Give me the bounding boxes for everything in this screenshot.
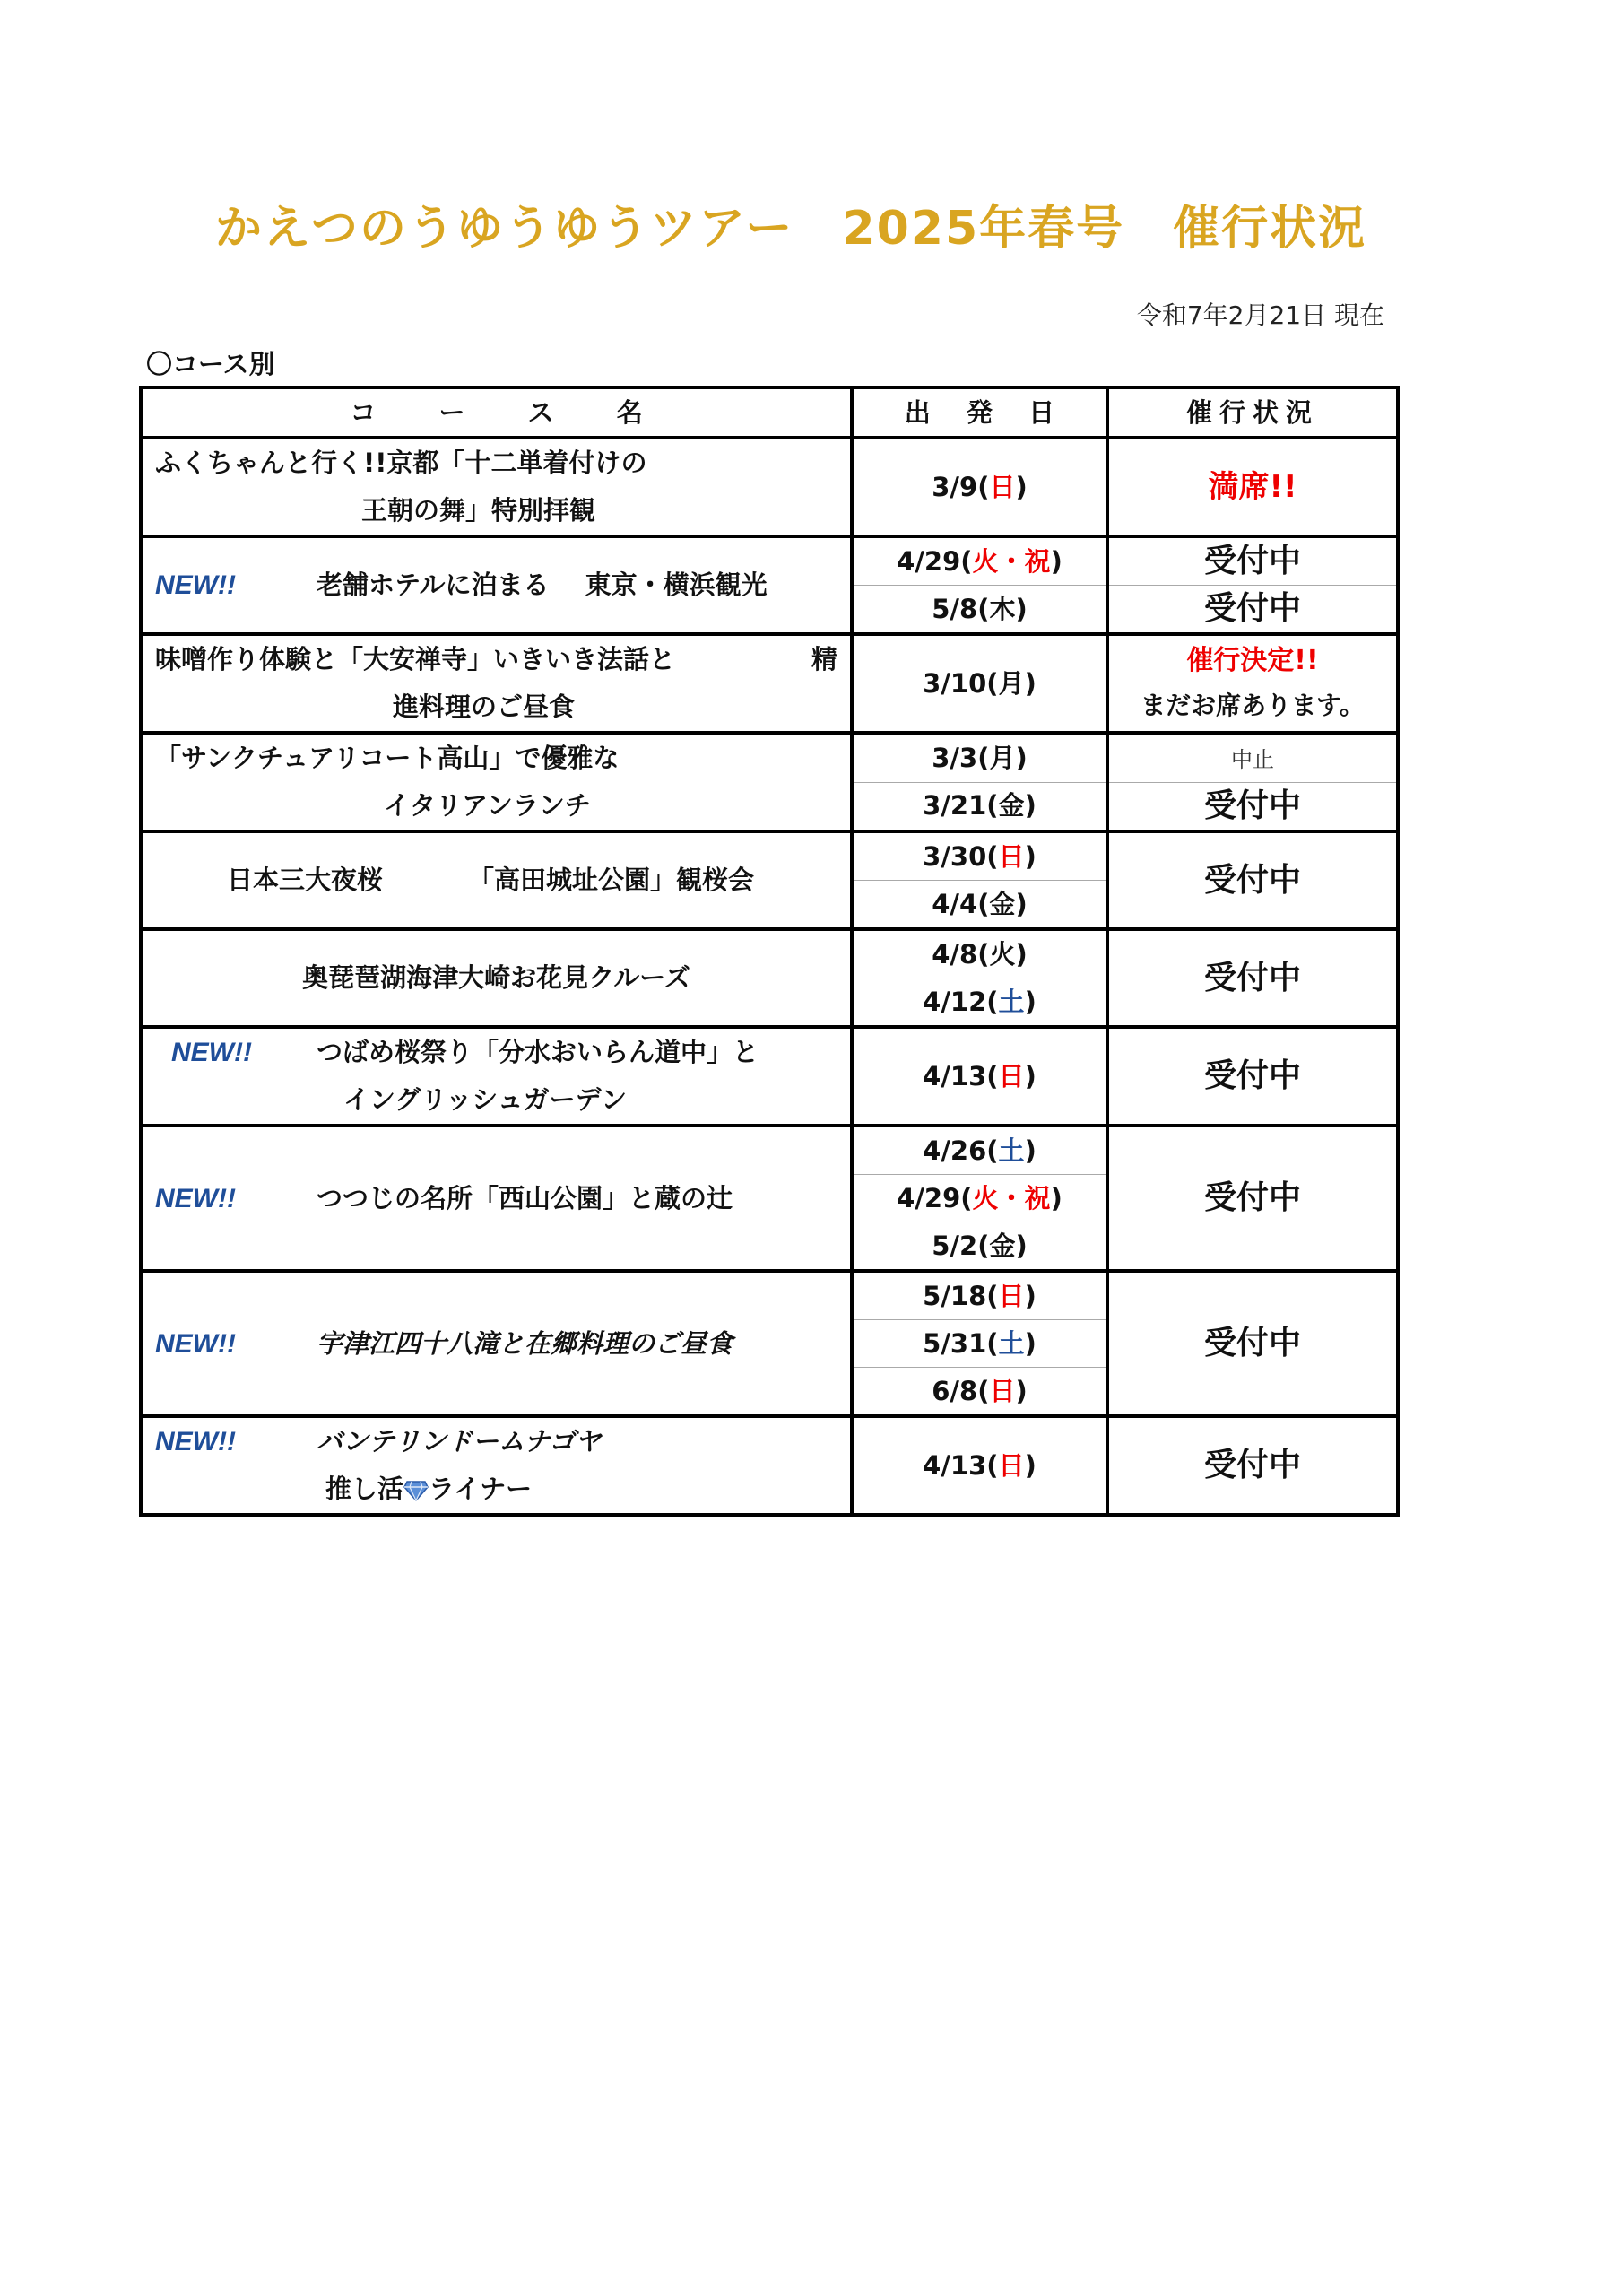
course-name: NEW!! バンテリンドームナゴヤ 推し活 ライナー — [141, 1416, 852, 1515]
status-cell — [1107, 1027, 1398, 1126]
status-badge: 催行決定!! — [1186, 645, 1319, 676]
status-cell — [1107, 782, 1398, 831]
table-row — [141, 1271, 1398, 1320]
table-row — [141, 1126, 1398, 1175]
departure-date: 4/29(火・祝) — [852, 536, 1107, 586]
status-badge: 受付中 — [1203, 1447, 1301, 1484]
status-badge: 受付中 — [1203, 1325, 1301, 1362]
status-cell — [1107, 1126, 1398, 1271]
departure-date: 3/30(日) — [852, 831, 1107, 881]
course-name: 味噌作り体験と「大安禅寺」いきいき法話と 精 進料理のご昼食 — [141, 634, 852, 733]
status-cell — [1107, 1416, 1398, 1515]
course-name: 日本三大夜桜 「高田城址公園」観桜会 — [141, 831, 852, 929]
new-badge: NEW!! — [171, 1038, 252, 1067]
course-name: 奥琵琶湖海津大崎お花見クルーズ — [141, 929, 852, 1027]
header-status: 催行状況 — [1107, 387, 1398, 438]
tour-status-table — [139, 386, 1400, 1517]
table-row — [141, 1027, 1398, 1126]
diamond-icon — [403, 1480, 429, 1501]
course-name: NEW!! つつじの名所「西山公園」と蔵の辻 — [141, 1126, 852, 1271]
departure-date: 4/13(日) — [852, 1416, 1107, 1515]
course-name: 「サンクチュアリコート高山」で優雅な イタリアンランチ — [141, 733, 852, 831]
section-label: 〇コース別 — [146, 349, 275, 379]
status-cell — [1107, 1271, 1398, 1416]
status-cell — [1107, 586, 1398, 635]
table-row — [141, 634, 1398, 733]
departure-date: 5/31(土) — [852, 1320, 1107, 1368]
departure-date: 4/13(日) — [852, 1027, 1107, 1126]
new-badge: NEW!! — [155, 1427, 236, 1457]
status-badge: 受付中 — [1203, 861, 1301, 899]
departure-date: 3/9(日) — [852, 438, 1107, 536]
status-cell — [1107, 634, 1398, 733]
departure-date: 5/8(木) — [852, 586, 1107, 635]
table-row — [141, 438, 1398, 536]
departure-date: 4/12(土) — [852, 978, 1107, 1028]
departure-date: 4/26(土) — [852, 1126, 1107, 1175]
status-cell — [1107, 733, 1398, 782]
header-row — [141, 387, 1398, 438]
course-name: NEW!! 宇津江四十八滝と在郷料理のご昼食 — [141, 1271, 852, 1416]
status-badge: 受付中 — [1203, 590, 1301, 628]
status-badge: 受付中 — [1203, 1057, 1301, 1095]
departure-date: 4/8(火) — [852, 929, 1107, 978]
status-badge: 満席!! — [1208, 468, 1297, 505]
table-row — [141, 536, 1398, 586]
status-cell — [1107, 929, 1398, 1027]
as-of-date: 令和7年2月21日 現在 — [1136, 300, 1384, 330]
course-name: NEW!! 老舗ホテルに泊まる 東京・横浜観光 — [141, 536, 852, 634]
status-badge: 受付中 — [1203, 787, 1301, 825]
header-course: コ ー ス 名 — [141, 387, 852, 438]
departure-date: 4/29(火・祝) — [852, 1175, 1107, 1222]
departure-date: 5/18(日) — [852, 1271, 1107, 1320]
course-name: NEW!! つばめ桜祭り「分水おいらん道中」と イングリッシュガーデン — [141, 1027, 852, 1126]
status-badge: 中止 — [1231, 746, 1274, 772]
table-row — [141, 831, 1398, 881]
status-badge: 受付中 — [1203, 543, 1301, 580]
course-name: ふくちゃんと行く!!京都「十二単着付けの 王朝の舞」特別拝観 — [141, 438, 852, 536]
new-badge: NEW!! — [155, 570, 236, 600]
status-badge: 受付中 — [1203, 1179, 1301, 1217]
table-row — [141, 929, 1398, 978]
new-badge: NEW!! — [155, 1328, 236, 1359]
new-badge: NEW!! — [155, 1183, 236, 1213]
departure-date: 4/4(金) — [852, 881, 1107, 930]
status-cell — [1107, 831, 1398, 929]
page-title: かえつのうゆうゆうツアー 2025年春号 催行状況 — [215, 202, 1367, 256]
header-departure: 出 発 日 — [852, 387, 1107, 438]
departure-date: 6/8(日) — [852, 1368, 1107, 1417]
departure-date: 5/2(金) — [852, 1222, 1107, 1272]
departure-date: 3/3(月) — [852, 733, 1107, 782]
status-badge: 受付中 — [1203, 959, 1301, 996]
status-cell — [1107, 536, 1398, 586]
status-note: まだお席あります。 — [1141, 691, 1365, 720]
departure-date: 3/21(金) — [852, 782, 1107, 831]
table-row — [141, 1416, 1398, 1515]
departure-date: 3/10(月) — [852, 634, 1107, 733]
status-cell — [1107, 438, 1398, 536]
table-row — [141, 733, 1398, 782]
